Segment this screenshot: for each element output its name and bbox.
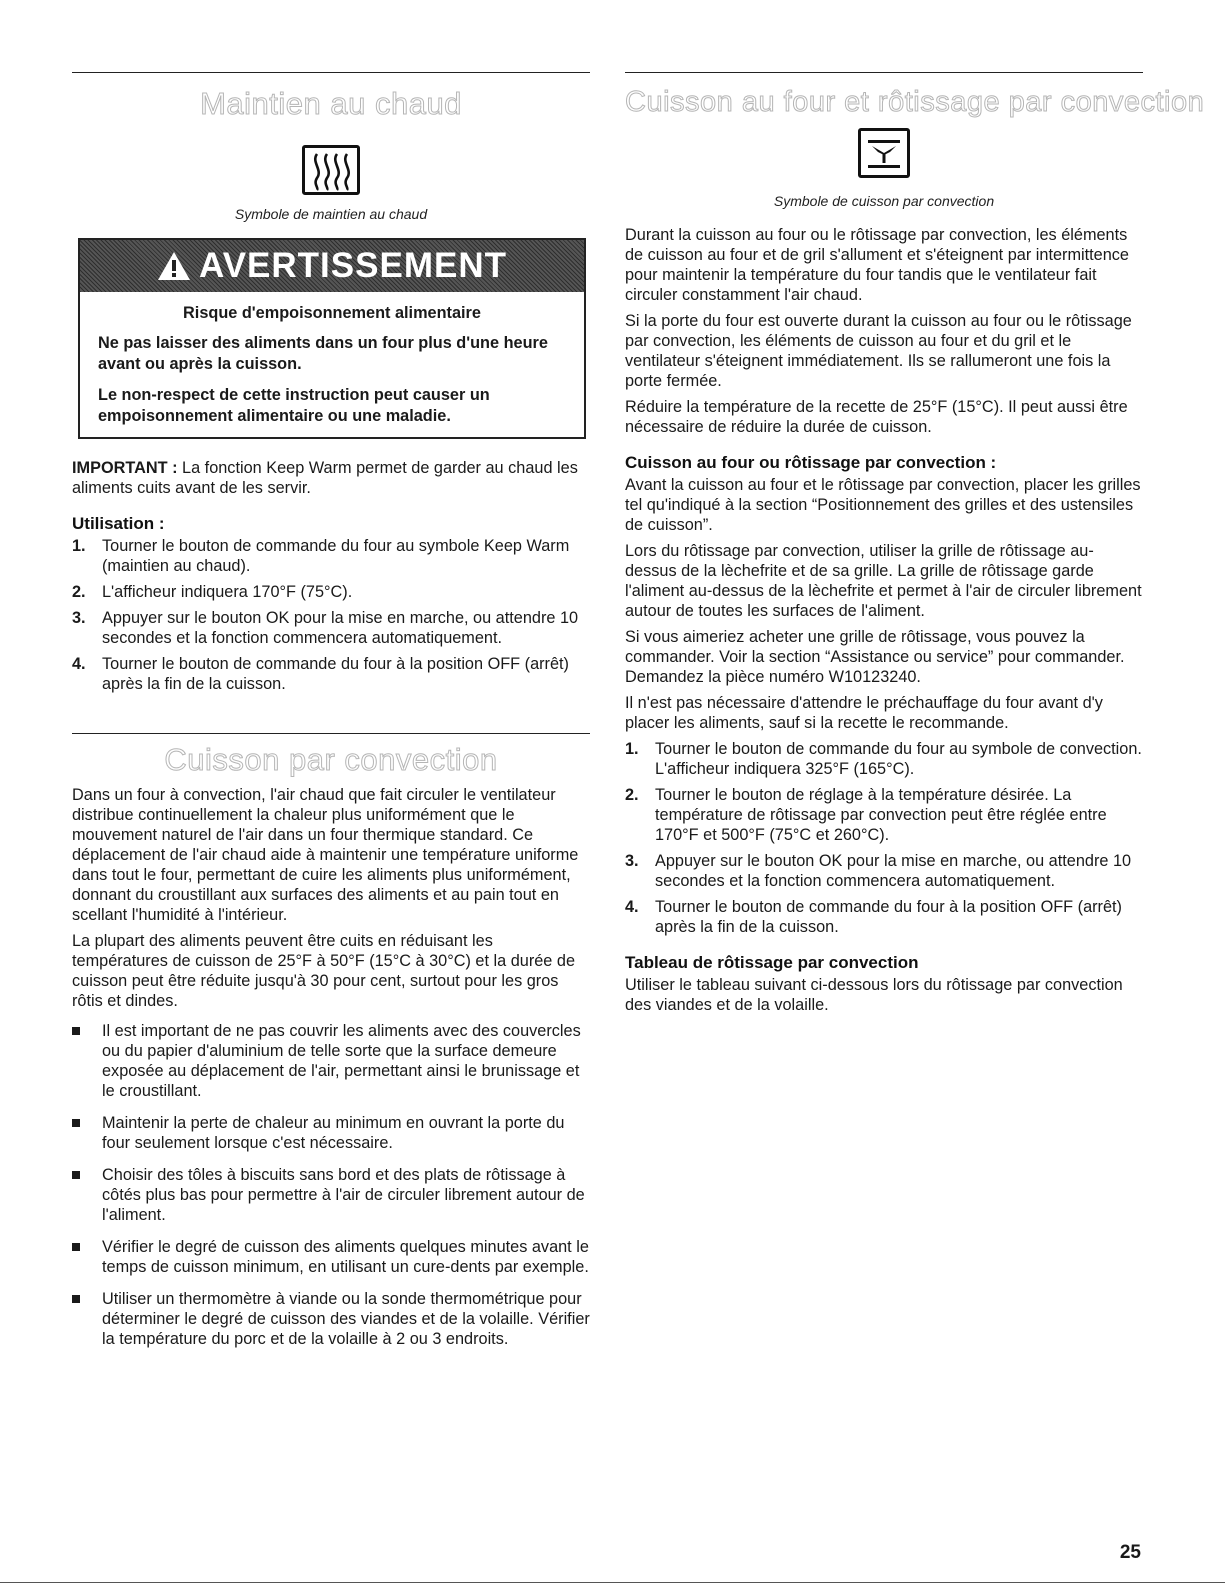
list-item — [72, 654, 590, 694]
usage-heading: Utilisation : — [72, 514, 165, 533]
important-text: La fonction Keep Warm permet de garder au chaud les aliments cuits avant de les servir. — [72, 459, 578, 497]
warning-triangle-icon — [157, 251, 191, 281]
convection-title: Cuisson par convection — [164, 742, 498, 777]
step-number: 3. — [72, 609, 86, 627]
page-number: 25 — [1119, 1542, 1141, 1563]
list-item — [72, 608, 590, 648]
step-number: 4. — [72, 655, 86, 673]
list-item — [72, 1289, 590, 1349]
list-item — [72, 1165, 590, 1225]
step-number: 3. — [625, 852, 639, 870]
list-item — [625, 739, 1143, 779]
convection-paragraph-1: Dans un four à convection, l'air chaud que fait circuler le ventilateur distribue continuellement la chaleur plus uniformément que le mouvement naturel de l'air dans un four thermique standard. Ce déplacement de l'air chaud aide à maintenir une température uniforme dans tout le four, permettant de cuire les aliments plus uniformément, donnant du croustillant aux surfaces des aliments et au pain tout en scellant l'humidité à l'intérieur. — [72, 786, 579, 924]
warning-box — [78, 238, 586, 439]
step-number: 4. — [625, 898, 639, 916]
warning-subtitle: Risque d'empoisonnement alimentaire — [183, 304, 481, 322]
step-text: Tourner le bouton de commande du four à la position OFF (arrêt) après la fin de la cuisson. — [655, 898, 1122, 936]
bullet-text: Utiliser un thermomètre à viande ou la sonde thermométrique pour déterminer le degré de cuisson des viandes et de la volaille. Vérifier la température du porc et de la volaille à 2 ou 3 endroits. — [102, 1290, 590, 1348]
convect-bake-roast-title: Cuisson au four et rôtissage par convection — [625, 86, 1205, 118]
list-item — [72, 536, 590, 576]
bullet-square-icon — [72, 1295, 80, 1303]
convection-fan-icon — [858, 128, 910, 178]
step-number: 2. — [72, 583, 86, 601]
bullet-square-icon — [72, 1171, 80, 1179]
step-text: L'afficheur indiquera 170°F (75°C). — [102, 583, 353, 601]
bullet-square-icon — [72, 1027, 80, 1035]
table-heading: Tableau de rôtissage par convection — [625, 953, 919, 972]
section-rule — [72, 72, 590, 73]
keep-warm-icon — [302, 145, 360, 195]
convection-caption: Symbole de cuisson par convection — [773, 193, 995, 209]
bullet-square-icon — [72, 1119, 80, 1127]
warning-line-2: Le non-respect de cette instruction peut causer un empoisonnement alimentaire ou une maladie. — [98, 386, 490, 425]
list-item — [72, 1113, 590, 1153]
step-text: Tourner le bouton de commande du four au symbole de convection. L'afficheur indiquera 325°F (165°C). — [655, 740, 1142, 778]
important-paragraph — [72, 458, 590, 498]
step-text: Tourner le bouton de réglage à la température désirée. La température de rôtissage par convection peut être réglée entre 170°F et 500°F (75°C et 260°C). — [655, 786, 1107, 844]
step-number: 1. — [72, 537, 86, 555]
bake-roast-paragraph-6: Si vous aimeriez acheter une grille de rôtissage, vous pouvez la commander. Voir la section “Assistance ou service” pour commander. Demandez la pièce numéro W10123240. — [625, 628, 1125, 686]
bake-roast-paragraph-4: Avant la cuisson au four et le rôtissage par convection, placer les grilles tel qu'indiqué à la section “Positionnement des grilles et des ustensiles de cuisson”. — [625, 476, 1141, 534]
list-item — [625, 897, 1143, 937]
step-text: Tourner le bouton de commande du four à la position OFF (arrêt) après la fin de la cuisson. — [102, 655, 569, 693]
bake-roast-paragraph-2: Si la porte du four est ouverte durant la cuisson au four ou le rôtissage par convection, les éléments de cuisson au four et du gril et le ventilateur s'éteignent immédiatement. Ils se rallumeront une fois la porte fermée. — [625, 312, 1132, 390]
section-rule — [72, 733, 590, 734]
keep-warm-steps — [72, 536, 590, 694]
bullet-square-icon — [72, 1243, 80, 1251]
warning-line-1: Ne pas laisser des aliments dans un four plus d'une heure avant ou après la cuisson. — [98, 334, 548, 373]
list-item — [72, 1237, 590, 1277]
step-text: Appuyer sur le bouton OK pour la mise en marche, ou attendre 10 secondes et la fonction commencera automatiquement. — [655, 852, 1132, 890]
bake-roast-heading: Cuisson au four ou rôtissage par convection : — [625, 453, 997, 472]
important-label: IMPORTANT : — [72, 459, 178, 477]
convection-bullets — [72, 1021, 590, 1349]
table-intro: Utiliser le tableau suivant ci-dessous lors du rôtissage par convection des viandes et de la volaille. — [625, 976, 1123, 1014]
page-bottom-rule — [0, 1582, 1225, 1583]
step-text: Tourner le bouton de commande du four au symbole Keep Warm (maintien au chaud). — [102, 537, 570, 575]
bullet-text: Vérifier le degré de cuisson des aliments quelques minutes avant le temps de cuisson minimum, en utilisant un cure-dents par exemple. — [102, 1238, 589, 1276]
bake-roast-paragraph-7: Il n'est pas nécessaire d'attendre le préchauffage du four avant d'y placer les aliments, sauf si la recette le recommande. — [625, 694, 1103, 732]
list-item — [72, 1021, 590, 1101]
bake-roast-paragraph-3: Réduire la température de la recette de 25°F (15°C). Il peut aussi être nécessaire de réduire la durée de cuisson. — [625, 398, 1128, 436]
list-item — [72, 582, 590, 602]
bake-roast-paragraph-1: Durant la cuisson au four ou le rôtissage par convection, les éléments de cuisson au four et de gril s'allument et s'éteignent par intermittence pour maintenir la température du four tandis que le ventilateur fait circuler constamment l'air chaud. — [625, 226, 1129, 304]
bake-roast-steps — [625, 739, 1143, 937]
bullet-text: Choisir des tôles à biscuits sans bord et des plats de rôtissage à côtés plus bas pour permettre à l'air de circuler librement autour de l'aliment. — [102, 1166, 585, 1224]
step-number: 2. — [625, 786, 639, 804]
convection-paragraph-2: La plupart des aliments peuvent être cuits en réduisant les températures de cuisson de 25°F à 50°F (15°C à 30°C) et la durée de cuisson peut être réduite jusqu'à 30 pour cent, surtout pour les gros rôtis et dindes. — [72, 932, 575, 1010]
bullet-text: Maintenir la perte de chaleur au minimum en ouvrant la porte du four seulement lorsque c'est nécessaire. — [102, 1114, 565, 1152]
bake-roast-paragraph-5: Lors du rôtissage par convection, utiliser la grille de rôtissage au-dessus de la lèchefrite et de sa grille. La grille de rôtissage garde l'aliment au-dessus de la lèchefrite et permet à l'air de circuler librement autour de toutes les surfaces de l'aliment. — [625, 542, 1142, 620]
list-item — [625, 851, 1143, 891]
step-number: 1. — [625, 740, 639, 758]
step-text: Appuyer sur le bouton OK pour la mise en marche, ou attendre 10 secondes et la fonction commencera automatiquement. — [102, 609, 579, 647]
section-rule — [625, 72, 1143, 73]
keep-warm-title: Maintien au chaud — [200, 86, 462, 121]
warning-header-label: AVERTISSEMENT — [199, 246, 507, 285]
keep-warm-caption: Symbole de maintien au chaud — [234, 206, 428, 222]
warning-header — [80, 240, 584, 292]
bullet-text: Il est important de ne pas couvrir les aliments avec des couvercles ou du papier d'aluminium de telle sorte que la surface demeure exposée au déplacement de l'air, permettant ainsi le brunissage et le croustillant. — [102, 1022, 581, 1100]
list-item — [625, 785, 1143, 845]
